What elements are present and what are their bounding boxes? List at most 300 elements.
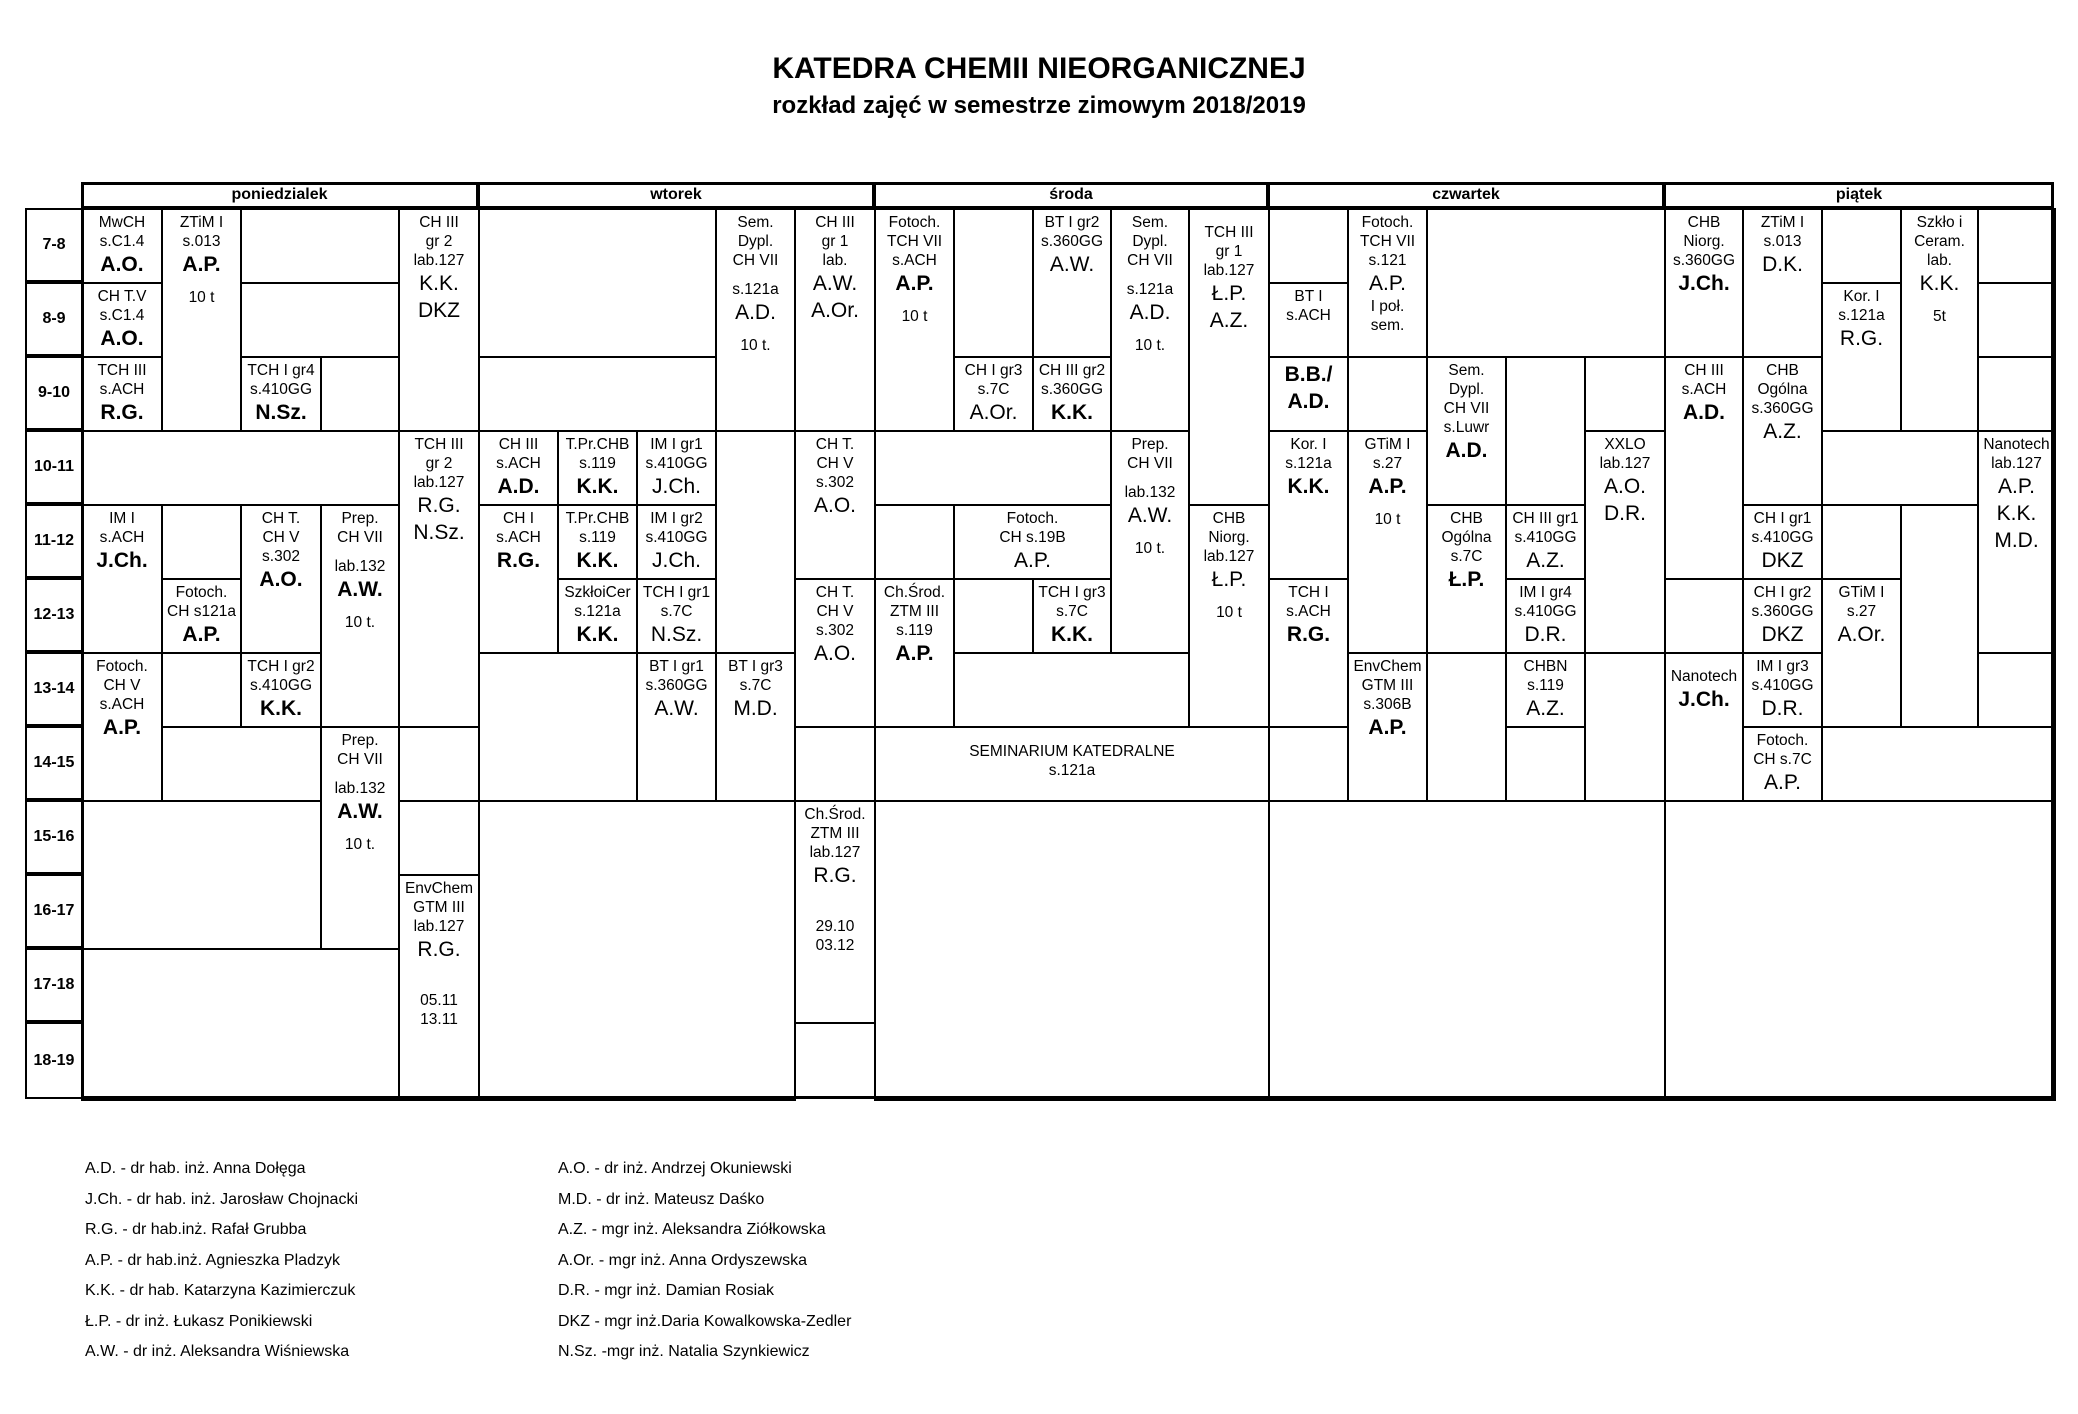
cell-text: s.410GG <box>249 677 313 694</box>
schedule-cell[interactable] <box>874 726 1270 802</box>
schedule-cell[interactable] <box>478 430 559 506</box>
cell-text: gr 1 <box>1215 243 1243 260</box>
schedule-cell[interactable] <box>1268 430 1349 580</box>
schedule-cell[interactable] <box>1032 208 1112 358</box>
schedule-cell[interactable] <box>478 800 796 1101</box>
schedule-cell[interactable] <box>478 208 717 358</box>
schedule-cell[interactable] <box>874 504 955 580</box>
schedule-cell[interactable] <box>1900 504 1979 728</box>
schedule-cell[interactable] <box>81 948 400 1101</box>
schedule-cell[interactable] <box>161 652 242 728</box>
cell-text: Dypl. <box>1448 381 1485 398</box>
schedule-cell[interactable] <box>1664 652 1744 802</box>
schedule-cell[interactable] <box>1664 800 2056 1101</box>
cell-teacher: K.K. <box>260 697 302 720</box>
page-subtitle: rozkład zajęć w semestrze zimowym 2018/2019 <box>772 92 1306 119</box>
cell-teacher: DKZ <box>418 299 460 322</box>
cell-text: CH I gr3 <box>964 362 1023 379</box>
time-slot-13-14: 13-14 <box>25 652 83 726</box>
cell-text: s.ACH <box>1286 603 1331 620</box>
cell-date: 13.11 <box>420 1011 458 1028</box>
cell-text: CH V <box>262 529 300 546</box>
cell-text: CH III <box>1684 362 1724 379</box>
day-header-4: piątek <box>1664 182 2054 208</box>
schedule-cell[interactable] <box>557 504 638 580</box>
cell-text: lab.127 <box>1599 455 1651 472</box>
cell-text: Dypl. <box>1132 233 1168 250</box>
cell-text: s.121a <box>1285 455 1332 472</box>
cell-text: lab.132 <box>1124 484 1176 501</box>
schedule-cell[interactable] <box>81 430 400 506</box>
schedule-cell[interactable] <box>1032 356 1112 432</box>
schedule-cell[interactable] <box>1505 652 1586 728</box>
day-header-2: środa <box>874 182 1268 208</box>
cell-text: TCH I <box>1288 584 1329 601</box>
schedule-cell[interactable] <box>1664 356 1744 580</box>
cell-text: s.360GG <box>1751 603 1814 620</box>
cell-teacher: A.Or. <box>1837 623 1886 646</box>
cell-text: s.121a <box>574 603 621 620</box>
cell-text: CH s.7C <box>1753 751 1812 768</box>
cell-teacher: N.Sz. <box>413 521 465 544</box>
schedule-cell[interactable] <box>320 356 400 432</box>
schedule-cell[interactable] <box>1821 504 1902 580</box>
cell-text: ZTM III <box>889 603 940 620</box>
schedule-cell[interactable] <box>794 800 876 1024</box>
time-slot-10-11: 10-11 <box>25 430 83 504</box>
schedule-cell[interactable] <box>240 282 400 358</box>
legend-entry: A.Z. - mgr inż. Aleksandra Ziółkowska <box>558 1221 826 1238</box>
cell-text: IM I gr2 <box>650 510 703 527</box>
cell-text: Nanotech <box>1670 668 1738 685</box>
cell-teacher: D.K. <box>1762 253 1803 276</box>
cell-teacher: A.O. <box>1603 475 1646 498</box>
schedule-cell[interactable] <box>1821 430 1979 506</box>
cell-text: s.7C <box>1056 603 1088 620</box>
cell-teacher: A.O. <box>813 642 856 665</box>
cell-teacher: D.R. <box>1604 502 1646 525</box>
schedule-cell[interactable] <box>1664 578 1744 654</box>
cell-teacher: A.O. <box>813 494 856 517</box>
cell-teacher: N.Sz. <box>650 623 703 646</box>
schedule-cell[interactable] <box>240 652 322 728</box>
cell-teacher: A.Z. <box>1526 697 1565 720</box>
cell-teacher: M.D. <box>733 697 778 720</box>
schedule-cell[interactable] <box>794 430 876 580</box>
schedule-cell[interactable] <box>1268 578 1349 728</box>
schedule-cell[interactable] <box>81 356 163 432</box>
cell-teacher: A.P. <box>1014 549 1051 572</box>
cell-teacher: R.G. <box>496 549 541 572</box>
cell-text: lab.127 <box>413 474 465 491</box>
schedule-cell[interactable] <box>1347 208 1428 358</box>
cell-text: CH I gr1 <box>1753 510 1812 527</box>
schedule-cell[interactable] <box>240 208 400 284</box>
cell-teacher: A.W. <box>812 272 858 295</box>
schedule-cell[interactable] <box>1347 430 1428 654</box>
schedule-cell[interactable] <box>1188 504 1270 728</box>
legend-entry: K.K. - dr hab. Katarzyna Kazimierczuk <box>85 1282 356 1299</box>
cell-text: Prep. <box>1131 436 1169 453</box>
cell-text: Prep. <box>341 510 379 527</box>
cell-text: CH VII <box>337 751 383 768</box>
cell-teacher: A.D. <box>497 475 540 498</box>
page-title: KATEDRA CHEMII NIEORGANICZNEJ <box>772 52 1306 85</box>
cell-teacher: A.D. <box>1683 401 1725 424</box>
cell-teacher: A.P. <box>182 253 221 276</box>
cell-text: CHB <box>1212 510 1246 527</box>
day-header-0: poniedzialek <box>81 182 478 208</box>
cell-teacher: Ł.P. <box>1211 282 1247 305</box>
cell-teacher: A.P. <box>1369 272 1406 295</box>
cell-teacher: K.K. <box>576 549 619 572</box>
cell-teacher: J.Ch. <box>651 475 701 498</box>
schedule-cell[interactable] <box>1505 504 1586 580</box>
cell-text: s.ACH <box>496 455 541 472</box>
schedule-cell[interactable] <box>398 874 480 1101</box>
cell-text: Ceram. <box>1914 233 1965 250</box>
schedule-cell[interactable] <box>1977 208 2056 284</box>
cell-note: 10 t. <box>1134 540 1166 557</box>
cell-text: CH T. <box>261 510 301 527</box>
schedule-cell[interactable] <box>636 504 717 580</box>
cell-text: XXLO <box>1604 436 1646 453</box>
schedule-cell[interactable] <box>1821 208 1902 284</box>
cell-text: GTiM I <box>1364 436 1411 453</box>
cell-text: s.306B <box>1363 696 1412 713</box>
cell-teacher: K.K. <box>576 475 619 498</box>
cell-teacher: A.Z. <box>1526 549 1565 572</box>
day-header-1: wtorek <box>478 182 874 208</box>
cell-teacher: R.G. <box>417 938 461 961</box>
cell-text: s.410GG <box>1751 677 1814 694</box>
legend-entry: A.P. - dr hab.inż. Agnieszka Pladzyk <box>85 1251 340 1269</box>
schedule-cell[interactable] <box>715 430 796 654</box>
cell-teacher: M.D. <box>1994 529 2039 552</box>
cell-text: s.410GG <box>645 455 708 472</box>
cell-text: Sem. <box>1131 214 1169 231</box>
cell-note: 10 t <box>188 289 215 306</box>
cell-text: CH III gr1 <box>1512 510 1579 527</box>
schedule-cell[interactable] <box>1426 504 1507 654</box>
schedule-cell[interactable] <box>161 208 242 432</box>
cell-text: ZTiM I <box>1760 214 1805 231</box>
cell-text: s.121 <box>1368 252 1407 269</box>
legend-entry: Ł.P. - dr inż. Łukasz Ponikiewski <box>85 1312 313 1330</box>
cell-text: CH III <box>815 214 855 231</box>
cell-text: TCH I gr2 <box>247 658 315 675</box>
schedule-cell[interactable] <box>1664 208 1744 358</box>
cell-text: Niorg. <box>1683 233 1725 250</box>
schedule-cell[interactable] <box>953 208 1034 358</box>
schedule-cell[interactable] <box>1110 208 1190 432</box>
schedule-cell[interactable] <box>715 652 796 802</box>
schedule-cell[interactable] <box>953 578 1034 654</box>
cell-text: TCH III <box>1204 224 1254 241</box>
schedule-cell[interactable] <box>1505 578 1586 654</box>
cell-text: IM I gr4 <box>1519 584 1572 601</box>
schedule-cell[interactable] <box>161 578 242 654</box>
cell-text: CH V <box>103 677 141 694</box>
cell-text: lab.127 <box>1203 262 1255 279</box>
schedule-cell[interactable] <box>1268 726 1349 802</box>
cell-text: s.121a <box>1838 307 1885 324</box>
schedule-cell[interactable] <box>1977 356 2056 432</box>
cell-text: TCH I gr4 <box>247 362 315 379</box>
schedule-cell[interactable] <box>1347 356 1428 432</box>
cell-text: SzkłoiCer <box>564 584 631 601</box>
cell-teacher: DKZ <box>1761 623 1804 646</box>
schedule-cell[interactable] <box>398 800 480 876</box>
cell-text: CHB <box>1766 362 1799 379</box>
cell-text: s.360GG <box>1751 400 1814 417</box>
legend-entry: M.D. - dr inż. Mateusz Daśko <box>558 1190 765 1208</box>
schedule-cell[interactable] <box>81 282 163 358</box>
cell-text: Sem. <box>1448 362 1485 379</box>
cell-text: CH VII <box>1443 400 1490 417</box>
cell-text: s.C1.4 <box>99 307 145 324</box>
cell-teacher: A.P. <box>1998 475 2035 498</box>
cell-teacher: R.G. <box>1839 327 1884 350</box>
schedule-cell[interactable] <box>1188 208 1270 506</box>
cell-text: BT I <box>1294 288 1323 305</box>
cell-teacher: DKZ <box>1761 549 1804 572</box>
cell-text: s.7C <box>739 677 772 694</box>
cell-teacher: K.K. <box>576 623 619 646</box>
cell-text: lab. <box>822 252 848 269</box>
schedule-cell[interactable] <box>953 356 1034 432</box>
schedule-cell[interactable] <box>1032 578 1112 654</box>
cell-text: Dypl. <box>737 233 774 250</box>
cell-text: Kor. I <box>1843 288 1880 305</box>
cell-teacher: A.Or. <box>811 299 859 322</box>
schedule-cell[interactable] <box>1268 800 1666 1101</box>
schedule-cell[interactable] <box>874 208 955 432</box>
cell-note: I poł. <box>1370 298 1405 315</box>
schedule-cell[interactable] <box>636 652 717 802</box>
cell-text: Kor. I <box>1290 436 1327 453</box>
time-slot-17-18: 17-18 <box>25 948 83 1022</box>
cell-text: TCH VII <box>1359 233 1416 250</box>
cell-text: CH III <box>419 214 459 231</box>
cell-text: Szkło i <box>1916 214 1963 231</box>
cell-text: s.410GG <box>1514 529 1577 546</box>
legend-entry: R.G. - dr hab.inż. Rafał Grubba <box>85 1221 307 1238</box>
schedule-cell[interactable] <box>1426 652 1507 802</box>
schedule-cell[interactable] <box>398 430 480 728</box>
schedule-cell[interactable] <box>1742 726 1823 802</box>
cell-text: s.119 <box>1527 677 1564 694</box>
cell-text: s.013 <box>182 233 221 250</box>
schedule-cell[interactable] <box>320 504 400 728</box>
schedule-cell[interactable] <box>1742 504 1823 580</box>
cell-text: CH I <box>503 510 534 527</box>
schedule-cell[interactable] <box>557 430 638 506</box>
schedule-cell[interactable] <box>1584 356 1666 432</box>
schedule-cell[interactable] <box>398 208 480 432</box>
schedule-cell[interactable] <box>1742 208 1823 358</box>
cell-teacher: R.G. <box>1286 623 1331 646</box>
cell-teacher: A.P. <box>1764 771 1801 794</box>
legend-entry: DKZ - mgr inż.Daria Kowalkowska-Zedler <box>558 1312 852 1330</box>
cell-text: IM I <box>109 510 135 527</box>
cell-text: CH T. <box>815 436 855 453</box>
cell-text: TCH III <box>97 362 147 379</box>
schedule-cell[interactable] <box>240 504 322 654</box>
cell-teacher: A.O. <box>259 568 303 591</box>
cell-teacher: Ł.P. <box>1211 568 1247 591</box>
cell-teacher: A.D. <box>1445 439 1488 462</box>
cell-text: MwCH <box>98 214 146 231</box>
schedule-cell[interactable] <box>81 208 163 284</box>
schedule-cell[interactable] <box>794 578 876 728</box>
cell-teacher: B.B./ <box>1284 363 1333 386</box>
cell-teacher: A.P. <box>182 623 221 646</box>
cell-text: s.302 <box>262 548 300 565</box>
cell-text: s.Luwr <box>1443 419 1490 436</box>
cell-text: s.410GG <box>645 529 708 546</box>
schedule-cell[interactable] <box>715 208 796 432</box>
schedule-cell[interactable] <box>1110 430 1190 654</box>
schedule-cell[interactable] <box>1821 726 2056 802</box>
cell-text: Sem. <box>737 214 774 231</box>
schedule-cell[interactable] <box>1426 356 1507 506</box>
cell-teacher: K.K. <box>1287 475 1330 498</box>
cell-teacher: A.P. <box>895 272 934 295</box>
cell-teacher: J.Ch. <box>651 549 701 572</box>
cell-text: TCH III <box>414 436 464 453</box>
schedule-cell[interactable] <box>161 504 242 580</box>
cell-text: CH III <box>498 436 539 453</box>
schedule-cell[interactable] <box>1821 578 1902 728</box>
cell-text: s.119 <box>579 529 616 546</box>
time-slot-16-17: 16-17 <box>25 874 83 948</box>
cell-teacher: K.K. <box>1051 623 1093 646</box>
cell-teacher: N.Sz. <box>255 401 307 424</box>
cell-text: T.Pr.CHB <box>565 436 630 453</box>
cell-text: s.360GG <box>1040 233 1104 250</box>
schedule-cell[interactable] <box>1268 356 1349 432</box>
cell-teacher: R.G. <box>813 864 857 887</box>
schedule-cell[interactable] <box>1584 430 1666 654</box>
cell-text: s.410GG <box>249 381 313 398</box>
cell-text: EnvChem <box>1353 658 1422 675</box>
cell-note: 10 t <box>901 308 928 325</box>
cell-text: lab.132 <box>334 780 386 797</box>
cell-text: TCH I gr1 <box>642 584 711 601</box>
cell-text: s.121a <box>1126 281 1174 298</box>
schedule-cell[interactable] <box>874 800 1270 1101</box>
schedule-cell[interactable] <box>636 578 717 654</box>
cell-text: s.ACH <box>892 252 937 269</box>
cell-note: 10 t. <box>740 337 771 354</box>
cell-text: Prep. <box>341 732 379 749</box>
cell-text: s.121a <box>732 281 779 298</box>
schedule-cell[interactable] <box>1977 282 2056 358</box>
schedule-cell[interactable] <box>320 726 400 950</box>
cell-teacher: A.W. <box>654 697 699 720</box>
cell-text: s.ACH <box>99 381 145 398</box>
cell-text: CH s.19B <box>999 529 1066 546</box>
schedule-cell[interactable] <box>1347 652 1428 802</box>
schedule-cell[interactable] <box>1268 208 1349 284</box>
schedule-cell[interactable] <box>1505 356 1586 506</box>
schedule-cell[interactable] <box>874 430 1112 506</box>
cell-teacher: D.R. <box>1761 697 1804 720</box>
schedule-cell[interactable] <box>398 726 480 802</box>
cell-text: GTiM I <box>1838 584 1885 601</box>
schedule-cell[interactable] <box>1742 578 1823 654</box>
time-slot-18-19: 18-19 <box>25 1022 83 1099</box>
cell-teacher: A.P. <box>895 642 934 665</box>
cell-text: CH V <box>816 603 854 620</box>
cell-text: ZTiM I <box>179 214 224 231</box>
schedule-cell[interactable] <box>478 652 638 802</box>
cell-text: s.121a <box>1048 762 1096 779</box>
cell-text: CH T. <box>815 584 855 601</box>
schedule-cell[interactable] <box>1821 282 1902 432</box>
cell-text: Fotoch. <box>1006 510 1059 527</box>
cell-teacher: A.O. <box>100 327 144 350</box>
cell-teacher: Ł.P. <box>1448 568 1485 591</box>
schedule-cell[interactable] <box>557 578 638 654</box>
schedule-cell[interactable] <box>794 208 876 432</box>
cell-date: 03.12 <box>815 937 855 954</box>
schedule-cell[interactable] <box>1977 652 2056 728</box>
cell-note: 10 t. <box>344 614 376 631</box>
cell-text: s.360GG <box>1040 381 1104 398</box>
schedule-cell[interactable] <box>874 578 955 728</box>
schedule-cell[interactable] <box>636 430 717 506</box>
schedule-cell[interactable] <box>81 504 163 654</box>
cell-text: s.7C <box>977 381 1010 398</box>
cell-teacher: J.Ch. <box>1678 272 1730 295</box>
schedule-cell[interactable] <box>240 356 322 432</box>
schedule-cell[interactable] <box>953 652 1190 728</box>
cell-text: CH VII <box>732 252 779 269</box>
cell-teacher: A.P. <box>1368 716 1407 739</box>
time-slot-9-10: 9-10 <box>25 356 83 430</box>
schedule-cell[interactable] <box>1742 356 1823 506</box>
cell-note: 10 t. <box>1134 337 1166 354</box>
time-slot-12-13: 12-13 <box>25 578 83 652</box>
legend-entry: A.O. - dr inż. Andrzej Okuniewski <box>558 1160 792 1177</box>
cell-text: CH VII <box>1127 252 1173 269</box>
cell-text: IM I gr3 <box>1756 658 1809 675</box>
cell-text: lab.127 <box>413 918 465 935</box>
schedule-cell[interactable] <box>1977 430 2056 654</box>
cell-teacher: K.K. <box>1919 272 1960 295</box>
schedule-cell[interactable] <box>1900 208 1979 432</box>
schedule-cell[interactable] <box>81 652 163 802</box>
time-slot-7-8: 7-8 <box>25 208 83 282</box>
schedule-cell[interactable] <box>161 726 322 802</box>
schedule-cell[interactable] <box>1268 282 1349 358</box>
schedule-cell[interactable] <box>1584 652 1666 802</box>
schedule-cell[interactable] <box>1742 652 1823 728</box>
cell-teacher: A.W. <box>337 578 383 601</box>
time-slot-15-16: 15-16 <box>25 800 83 874</box>
cell-text: CH VII <box>1127 455 1173 472</box>
schedule-cell[interactable] <box>478 504 559 654</box>
cell-teacher: A.P. <box>102 716 142 739</box>
cell-text: Ogólna <box>1757 381 1808 398</box>
cell-text: s.119 <box>896 622 933 639</box>
cell-text: CHB <box>1450 510 1483 527</box>
cell-note: 10 t <box>1216 604 1242 621</box>
schedule-cell[interactable] <box>953 504 1112 580</box>
cell-teacher: R.G. <box>100 401 144 424</box>
